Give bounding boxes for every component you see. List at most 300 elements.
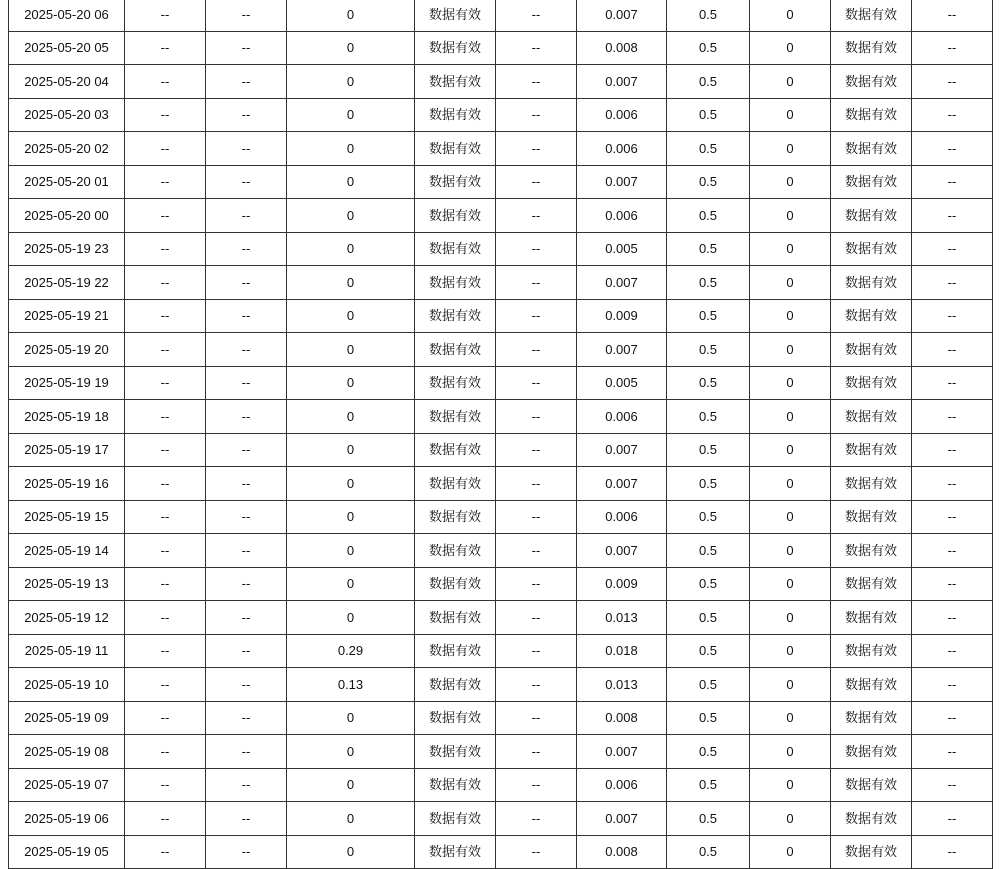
time-cell: 2025-05-19 12 (9, 601, 125, 635)
reading-cell: 0.009 (577, 567, 667, 601)
status-cell: 数据有效 (415, 634, 496, 668)
col2-cell: -- (206, 333, 287, 367)
reading-cell: 0.006 (577, 768, 667, 802)
limit-cell: 0.5 (667, 132, 750, 166)
table-row (9, 500, 993, 534)
col5-cell: -- (496, 165, 577, 199)
col1-cell: -- (125, 299, 206, 333)
count-cell: 0 (750, 199, 831, 233)
limit-cell: 0.5 (667, 567, 750, 601)
col1-cell: -- (125, 199, 206, 233)
col10-cell: -- (912, 634, 993, 668)
reading-cell: 0.007 (577, 802, 667, 836)
col1-cell: -- (125, 433, 206, 467)
table-row (9, 701, 993, 735)
col10-cell: -- (912, 735, 993, 769)
limit-cell: 0.5 (667, 299, 750, 333)
limit-cell: 0.5 (667, 802, 750, 836)
status-cell: 数据有效 (415, 333, 496, 367)
value-cell: 0 (287, 701, 415, 735)
col10-cell: -- (912, 232, 993, 266)
count-cell: 0 (750, 668, 831, 702)
col2-cell: -- (206, 433, 287, 467)
status-cell: 数据有效 (415, 132, 496, 166)
count-cell: 0 (750, 333, 831, 367)
table-row (9, 0, 993, 31)
col1-cell: -- (125, 333, 206, 367)
count-cell: 0 (750, 232, 831, 266)
count-cell: 0 (750, 98, 831, 132)
status-cell: 数据有效 (415, 835, 496, 869)
col10-cell: -- (912, 0, 993, 31)
count-cell: 0 (750, 735, 831, 769)
col5-cell: -- (496, 400, 577, 434)
col5-cell: -- (496, 0, 577, 31)
time-cell: 2025-05-20 01 (9, 165, 125, 199)
status2-cell: 数据有效 (831, 299, 912, 333)
col10-cell: -- (912, 467, 993, 501)
limit-cell: 0.5 (667, 500, 750, 534)
data-table (8, 0, 993, 869)
status-cell: 数据有效 (415, 400, 496, 434)
time-cell: 2025-05-19 22 (9, 266, 125, 300)
col1-cell: -- (125, 0, 206, 31)
col10-cell: -- (912, 701, 993, 735)
col2-cell: -- (206, 31, 287, 65)
status2-cell: 数据有效 (831, 199, 912, 233)
col1-cell: -- (125, 132, 206, 166)
col1-cell: -- (125, 98, 206, 132)
count-cell: 0 (750, 400, 831, 434)
status-cell: 数据有效 (415, 735, 496, 769)
status2-cell: 数据有效 (831, 366, 912, 400)
col10-cell: -- (912, 299, 993, 333)
col1-cell: -- (125, 567, 206, 601)
status2-cell: 数据有效 (831, 132, 912, 166)
limit-cell: 0.5 (667, 98, 750, 132)
col10-cell: -- (912, 500, 993, 534)
time-cell: 2025-05-19 21 (9, 299, 125, 333)
count-cell: 0 (750, 0, 831, 31)
status-cell: 数据有效 (415, 199, 496, 233)
limit-cell: 0.5 (667, 735, 750, 769)
col10-cell: -- (912, 768, 993, 802)
count-cell: 0 (750, 433, 831, 467)
reading-cell: 0.008 (577, 835, 667, 869)
table-row (9, 31, 993, 65)
table-row (9, 132, 993, 166)
status2-cell: 数据有效 (831, 768, 912, 802)
reading-cell: 0.007 (577, 65, 667, 99)
limit-cell: 0.5 (667, 0, 750, 31)
col2-cell: -- (206, 534, 287, 568)
limit-cell: 0.5 (667, 835, 750, 869)
col10-cell: -- (912, 835, 993, 869)
table-row (9, 735, 993, 769)
col10-cell: -- (912, 601, 993, 635)
col1-cell: -- (125, 601, 206, 635)
value-cell: 0 (287, 132, 415, 166)
time-cell: 2025-05-19 15 (9, 500, 125, 534)
table-body (9, 0, 993, 869)
col10-cell: -- (912, 98, 993, 132)
col1-cell: -- (125, 500, 206, 534)
col5-cell: -- (496, 333, 577, 367)
col2-cell: -- (206, 65, 287, 99)
col1-cell: -- (125, 266, 206, 300)
time-cell: 2025-05-20 06 (9, 0, 125, 31)
time-cell: 2025-05-19 17 (9, 433, 125, 467)
col10-cell: -- (912, 534, 993, 568)
reading-cell: 0.007 (577, 0, 667, 31)
reading-cell: 0.009 (577, 299, 667, 333)
col5-cell: -- (496, 132, 577, 166)
limit-cell: 0.5 (667, 668, 750, 702)
status-cell: 数据有效 (415, 567, 496, 601)
table-row (9, 802, 993, 836)
table-row (9, 433, 993, 467)
col5-cell: -- (496, 601, 577, 635)
status-cell: 数据有效 (415, 65, 496, 99)
reading-cell: 0.008 (577, 701, 667, 735)
table-row (9, 232, 993, 266)
reading-cell: 0.008 (577, 31, 667, 65)
time-cell: 2025-05-20 05 (9, 31, 125, 65)
reading-cell: 0.007 (577, 735, 667, 769)
col2-cell: -- (206, 500, 287, 534)
col10-cell: -- (912, 400, 993, 434)
count-cell: 0 (750, 266, 831, 300)
time-cell: 2025-05-19 16 (9, 467, 125, 501)
time-cell: 2025-05-19 05 (9, 835, 125, 869)
col5-cell: -- (496, 768, 577, 802)
col2-cell: -- (206, 567, 287, 601)
col5-cell: -- (496, 500, 577, 534)
col5-cell: -- (496, 31, 577, 65)
value-cell: 0 (287, 500, 415, 534)
limit-cell: 0.5 (667, 601, 750, 635)
col5-cell: -- (496, 299, 577, 333)
col1-cell: -- (125, 835, 206, 869)
count-cell: 0 (750, 701, 831, 735)
time-cell: 2025-05-19 18 (9, 400, 125, 434)
reading-cell: 0.007 (577, 333, 667, 367)
table-row (9, 199, 993, 233)
table-row (9, 634, 993, 668)
time-cell: 2025-05-19 11 (9, 634, 125, 668)
time-cell: 2025-05-20 02 (9, 132, 125, 166)
time-cell: 2025-05-19 10 (9, 668, 125, 702)
col2-cell: -- (206, 299, 287, 333)
col1-cell: -- (125, 768, 206, 802)
col10-cell: -- (912, 31, 993, 65)
count-cell: 0 (750, 601, 831, 635)
limit-cell: 0.5 (667, 467, 750, 501)
col2-cell: -- (206, 98, 287, 132)
table-row (9, 668, 993, 702)
col2-cell: -- (206, 165, 287, 199)
value-cell: 0 (287, 802, 415, 836)
status2-cell: 数据有效 (831, 400, 912, 434)
limit-cell: 0.5 (667, 266, 750, 300)
status-cell: 数据有效 (415, 467, 496, 501)
value-cell: 0 (287, 735, 415, 769)
status2-cell: 数据有效 (831, 266, 912, 300)
col10-cell: -- (912, 668, 993, 702)
col5-cell: -- (496, 534, 577, 568)
limit-cell: 0.5 (667, 701, 750, 735)
col1-cell: -- (125, 802, 206, 836)
limit-cell: 0.5 (667, 366, 750, 400)
value-cell: 0 (287, 333, 415, 367)
count-cell: 0 (750, 366, 831, 400)
status-cell: 数据有效 (415, 299, 496, 333)
limit-cell: 0.5 (667, 232, 750, 266)
col2-cell: -- (206, 735, 287, 769)
status-cell: 数据有效 (415, 802, 496, 836)
status2-cell: 数据有效 (831, 735, 912, 769)
limit-cell: 0.5 (667, 433, 750, 467)
col1-cell: -- (125, 534, 206, 568)
col10-cell: -- (912, 366, 993, 400)
status-cell: 数据有效 (415, 31, 496, 65)
value-cell: 0.29 (287, 634, 415, 668)
limit-cell: 0.5 (667, 65, 750, 99)
status2-cell: 数据有效 (831, 467, 912, 501)
col5-cell: -- (496, 735, 577, 769)
col5-cell: -- (496, 266, 577, 300)
limit-cell: 0.5 (667, 768, 750, 802)
status2-cell: 数据有效 (831, 668, 912, 702)
reading-cell: 0.013 (577, 668, 667, 702)
value-cell: 0 (287, 400, 415, 434)
reading-cell: 0.006 (577, 500, 667, 534)
status2-cell: 数据有效 (831, 567, 912, 601)
value-cell: 0 (287, 835, 415, 869)
value-cell: 0 (287, 467, 415, 501)
value-cell: 0 (287, 601, 415, 635)
reading-cell: 0.018 (577, 634, 667, 668)
col1-cell: -- (125, 668, 206, 702)
time-cell: 2025-05-20 04 (9, 65, 125, 99)
table-row (9, 601, 993, 635)
status2-cell: 数据有效 (831, 601, 912, 635)
count-cell: 0 (750, 299, 831, 333)
value-cell: 0 (287, 433, 415, 467)
value-cell: 0 (287, 567, 415, 601)
status-cell: 数据有效 (415, 433, 496, 467)
count-cell: 0 (750, 634, 831, 668)
status2-cell: 数据有效 (831, 165, 912, 199)
col2-cell: -- (206, 232, 287, 266)
reading-cell: 0.006 (577, 400, 667, 434)
status-cell: 数据有效 (415, 768, 496, 802)
status-cell: 数据有效 (415, 98, 496, 132)
col2-cell: -- (206, 0, 287, 31)
table-row (9, 65, 993, 99)
col1-cell: -- (125, 400, 206, 434)
reading-cell: 0.006 (577, 132, 667, 166)
table-row (9, 266, 993, 300)
status-cell: 数据有效 (415, 500, 496, 534)
time-cell: 2025-05-20 00 (9, 199, 125, 233)
col10-cell: -- (912, 65, 993, 99)
value-cell: 0 (287, 65, 415, 99)
value-cell: 0 (287, 266, 415, 300)
table-row (9, 534, 993, 568)
limit-cell: 0.5 (667, 165, 750, 199)
status2-cell: 数据有效 (831, 433, 912, 467)
col1-cell: -- (125, 366, 206, 400)
time-cell: 2025-05-19 20 (9, 333, 125, 367)
col1-cell: -- (125, 232, 206, 266)
reading-cell: 0.006 (577, 98, 667, 132)
col5-cell: -- (496, 701, 577, 735)
reading-cell: 0.005 (577, 232, 667, 266)
col5-cell: -- (496, 232, 577, 266)
col2-cell: -- (206, 835, 287, 869)
count-cell: 0 (750, 802, 831, 836)
col1-cell: -- (125, 634, 206, 668)
col5-cell: -- (496, 467, 577, 501)
value-cell: 0 (287, 98, 415, 132)
status-cell: 数据有效 (415, 366, 496, 400)
col1-cell: -- (125, 467, 206, 501)
status2-cell: 数据有效 (831, 534, 912, 568)
count-cell: 0 (750, 132, 831, 166)
time-cell: 2025-05-19 23 (9, 232, 125, 266)
time-cell: 2025-05-19 13 (9, 567, 125, 601)
table-row (9, 400, 993, 434)
col10-cell: -- (912, 199, 993, 233)
status2-cell: 数据有效 (831, 31, 912, 65)
value-cell: 0 (287, 299, 415, 333)
col2-cell: -- (206, 634, 287, 668)
col2-cell: -- (206, 802, 287, 836)
col2-cell: -- (206, 768, 287, 802)
status2-cell: 数据有效 (831, 232, 912, 266)
value-cell: 0 (287, 534, 415, 568)
value-cell: 0 (287, 199, 415, 233)
status2-cell: 数据有效 (831, 98, 912, 132)
status-cell: 数据有效 (415, 0, 496, 31)
reading-cell: 0.006 (577, 199, 667, 233)
col10-cell: -- (912, 433, 993, 467)
table-row (9, 299, 993, 333)
value-cell: 0 (287, 768, 415, 802)
col1-cell: -- (125, 165, 206, 199)
status-cell: 数据有效 (415, 534, 496, 568)
col5-cell: -- (496, 567, 577, 601)
time-cell: 2025-05-19 19 (9, 366, 125, 400)
count-cell: 0 (750, 768, 831, 802)
value-cell: 0 (287, 232, 415, 266)
limit-cell: 0.5 (667, 31, 750, 65)
status2-cell: 数据有效 (831, 634, 912, 668)
value-cell: 0.13 (287, 668, 415, 702)
value-cell: 0 (287, 366, 415, 400)
col2-cell: -- (206, 266, 287, 300)
col10-cell: -- (912, 266, 993, 300)
col2-cell: -- (206, 366, 287, 400)
col5-cell: -- (496, 98, 577, 132)
table-row (9, 835, 993, 869)
reading-cell: 0.007 (577, 266, 667, 300)
col5-cell: -- (496, 802, 577, 836)
reading-cell: 0.013 (577, 601, 667, 635)
table-row (9, 567, 993, 601)
col5-cell: -- (496, 634, 577, 668)
reading-cell: 0.005 (577, 366, 667, 400)
status2-cell: 数据有效 (831, 701, 912, 735)
count-cell: 0 (750, 835, 831, 869)
col2-cell: -- (206, 668, 287, 702)
reading-cell: 0.007 (577, 165, 667, 199)
reading-cell: 0.007 (577, 534, 667, 568)
col5-cell: -- (496, 433, 577, 467)
count-cell: 0 (750, 567, 831, 601)
limit-cell: 0.5 (667, 400, 750, 434)
table-row (9, 366, 993, 400)
count-cell: 0 (750, 467, 831, 501)
col10-cell: -- (912, 165, 993, 199)
time-cell: 2025-05-19 07 (9, 768, 125, 802)
col10-cell: -- (912, 132, 993, 166)
status2-cell: 数据有效 (831, 333, 912, 367)
limit-cell: 0.5 (667, 634, 750, 668)
status2-cell: 数据有效 (831, 0, 912, 31)
status-cell: 数据有效 (415, 232, 496, 266)
value-cell: 0 (287, 165, 415, 199)
count-cell: 0 (750, 165, 831, 199)
col1-cell: -- (125, 31, 206, 65)
time-cell: 2025-05-19 14 (9, 534, 125, 568)
data-table-container (8, 0, 993, 869)
status2-cell: 数据有效 (831, 835, 912, 869)
col1-cell: -- (125, 65, 206, 99)
col2-cell: -- (206, 132, 287, 166)
time-cell: 2025-05-19 08 (9, 735, 125, 769)
col5-cell: -- (496, 835, 577, 869)
limit-cell: 0.5 (667, 199, 750, 233)
value-cell: 0 (287, 0, 415, 31)
reading-cell: 0.007 (577, 433, 667, 467)
table-row (9, 98, 993, 132)
reading-cell: 0.007 (577, 467, 667, 501)
status-cell: 数据有效 (415, 701, 496, 735)
status2-cell: 数据有效 (831, 65, 912, 99)
col5-cell: -- (496, 199, 577, 233)
col1-cell: -- (125, 735, 206, 769)
status-cell: 数据有效 (415, 165, 496, 199)
col1-cell: -- (125, 701, 206, 735)
status-cell: 数据有效 (415, 266, 496, 300)
time-cell: 2025-05-19 06 (9, 802, 125, 836)
time-cell: 2025-05-19 09 (9, 701, 125, 735)
status-cell: 数据有效 (415, 601, 496, 635)
status2-cell: 数据有效 (831, 500, 912, 534)
table-row (9, 467, 993, 501)
value-cell: 0 (287, 31, 415, 65)
col5-cell: -- (496, 65, 577, 99)
time-cell: 2025-05-20 03 (9, 98, 125, 132)
col5-cell: -- (496, 668, 577, 702)
col2-cell: -- (206, 467, 287, 501)
col2-cell: -- (206, 601, 287, 635)
col10-cell: -- (912, 333, 993, 367)
col5-cell: -- (496, 366, 577, 400)
count-cell: 0 (750, 500, 831, 534)
